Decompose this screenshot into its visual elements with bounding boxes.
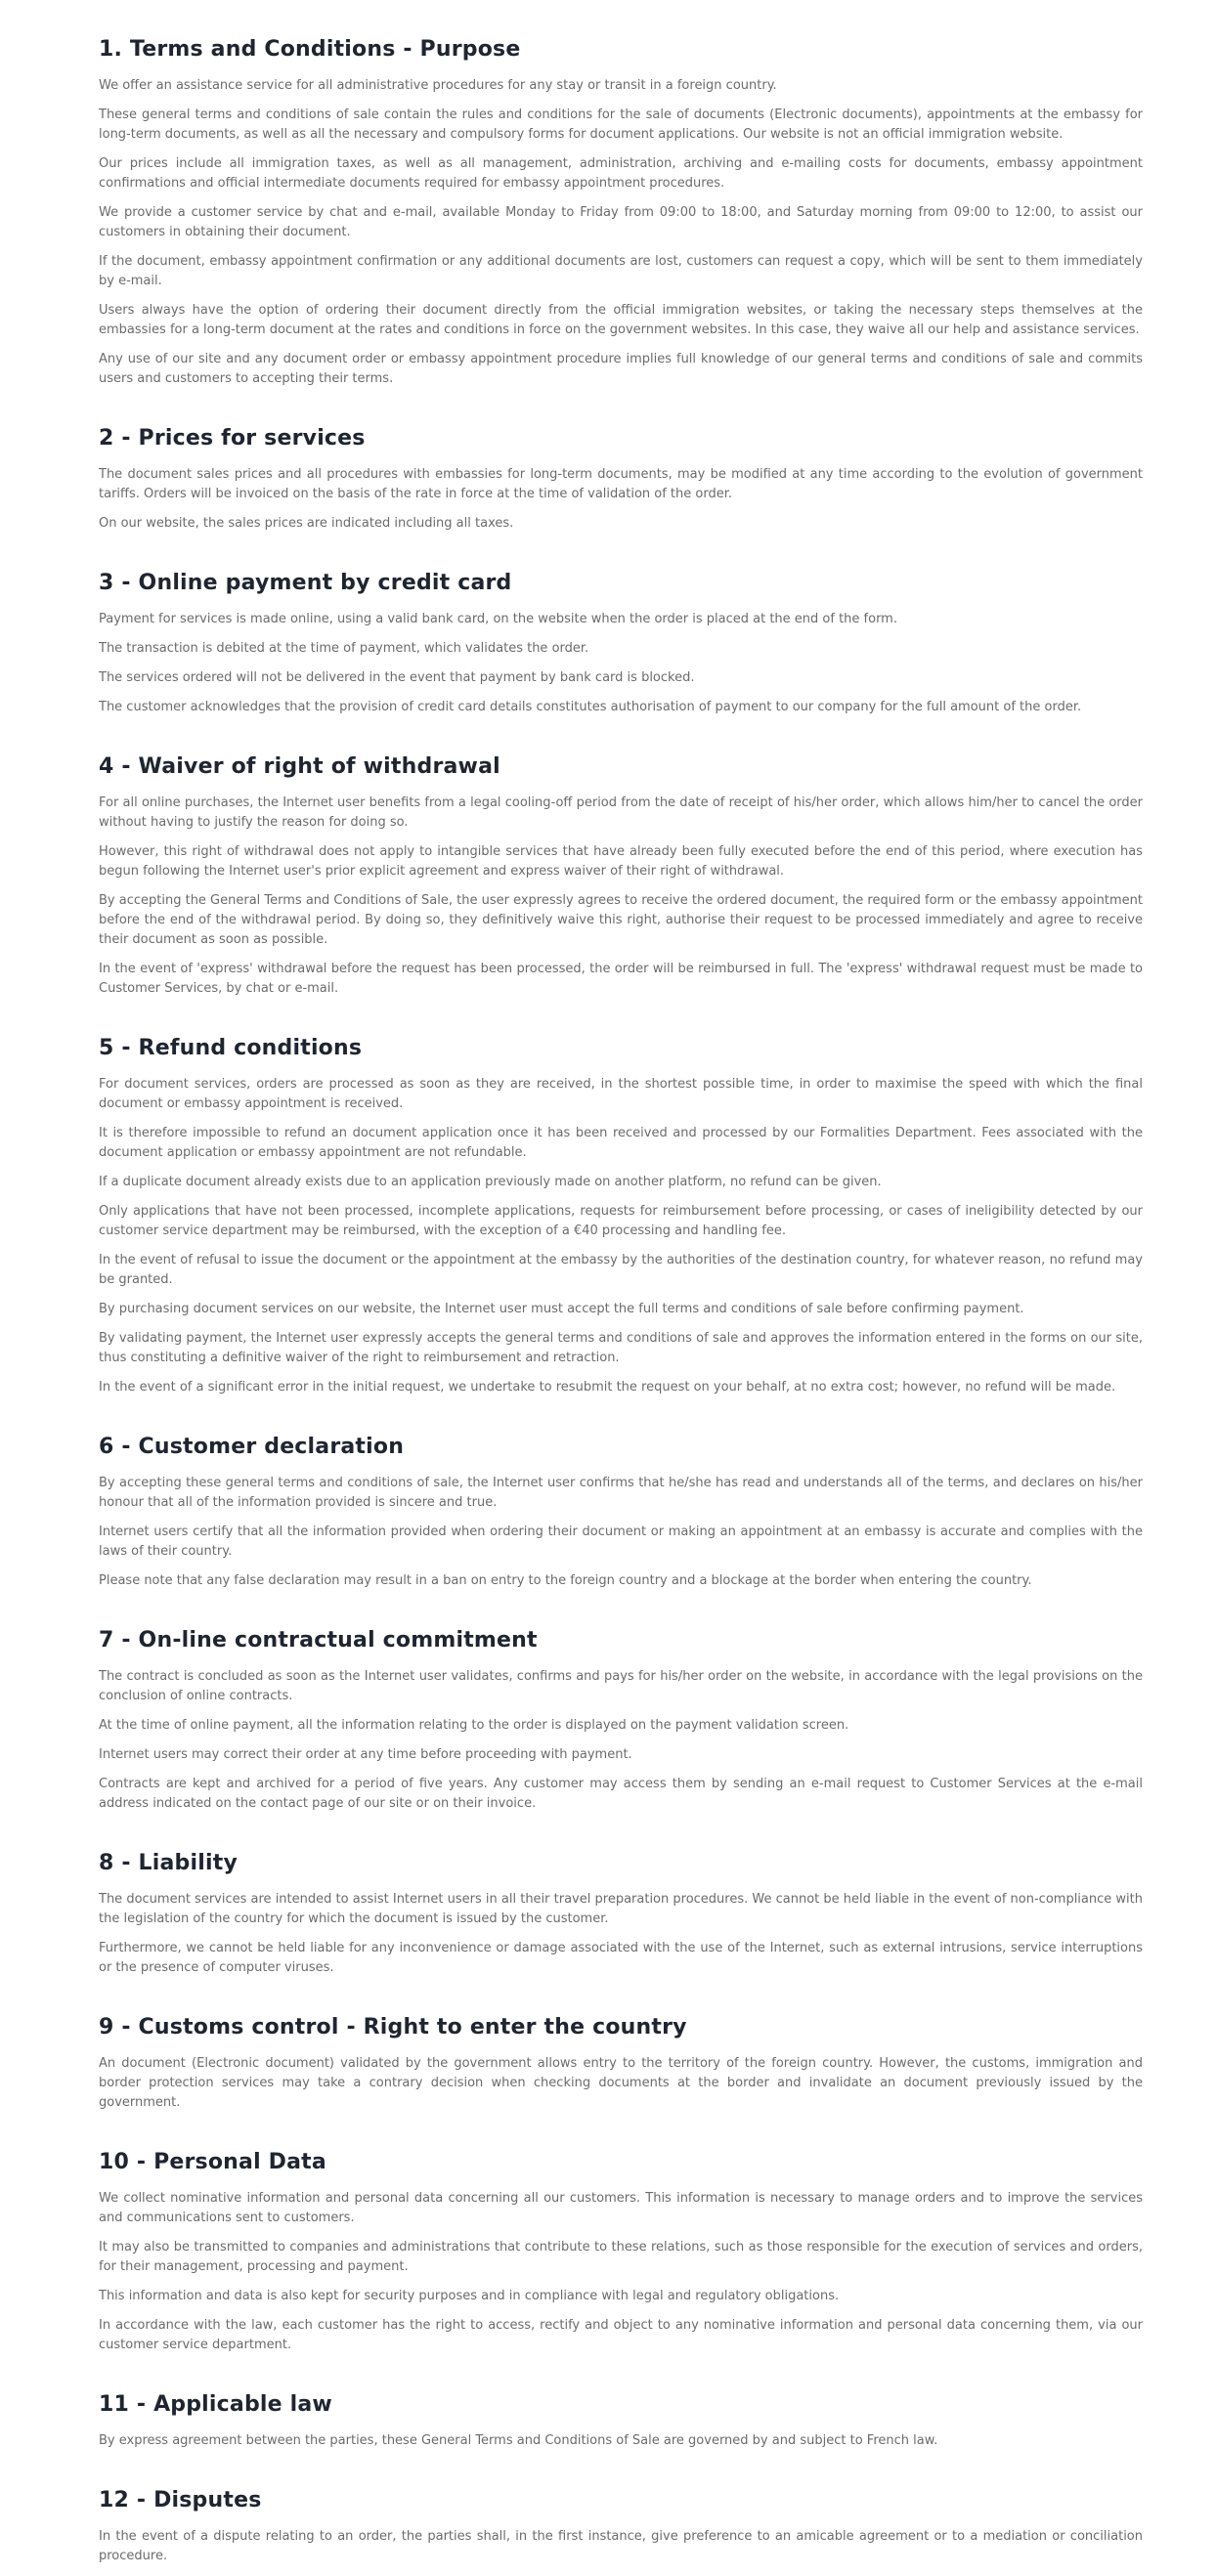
section-paragraph: In accordance with the law, each customer has the right to access, rectify and object to any nominative information and personal data concerning them, via our customer service department. [99, 2318, 1143, 2352]
section-paragraph: Please note that any false declaration may result in a ban on entry to the foreign country and a blockage at the border when entering the country. [99, 1573, 1032, 1588]
section-paragraph: However, this right of withdrawal does not apply to intangible services that have already been fully executed before the end of this period, where execution has begun following the Internet user's prior explicit agreement and express waiver of their right of withdrawal. [99, 844, 1143, 879]
section-paragraph: Contracts are kept and archived for a period of five years. Any customer may access them by sending an e-mail request to Customer Services at the e-mail address indicated on the contact page of our site or on their invoice. [99, 1777, 1143, 1811]
section-paragraph: By accepting these general terms and conditions of sale, the Internet user confirms that he/she has read and understands all of the terms, and declares on his/her honour that all of the information provided is sincere and true. [99, 1476, 1143, 1510]
section-paragraph: We collect nominative information and personal data concerning all our customers. This information is necessary to manage orders and to improve the services and communications sent to customers. [99, 2191, 1143, 2225]
section-paragraph: The services ordered will not be delivered in the event that payment by bank card is blocked. [99, 670, 695, 685]
section-paragraph: It may also be transmitted to companies and administrations that contribute to these relations, such as those responsible for the execution of services and orders, for their management, processing and payment. [99, 2240, 1143, 2274]
section-paragraph: In the event of a dispute relating to an order, the parties shall, in the first instance, give preference to an amicable agreement or to a mediation or conciliation procedure. [99, 2529, 1143, 2563]
section-paragraph: In the event of 'express' withdrawal before the request has been processed, the order will be reimbursed in full. The 'express' withdrawal request must be made to Customer Services, by chat or e-mail. [99, 962, 1143, 996]
section-paragraph: On our website, the sales prices are indicated including all taxes. [99, 516, 514, 531]
section-paragraph: By purchasing document services on our website, the Internet user must accept the full terms and conditions of sale before confirming payment. [99, 1302, 1024, 1316]
section-title: 3 - Online payment by credit card [99, 571, 512, 595]
section-paragraph: If a duplicate document already exists due to an application previously made on another platform, no refund can be given. [99, 1175, 882, 1189]
section-title: 8 - Liability [99, 1851, 238, 1875]
section-title: 11 - Applicable law [99, 2392, 332, 2417]
section-paragraph: We offer an assistance service for all administrative procedures for any stay or transit in a foreign country. [99, 78, 777, 93]
section-paragraph: Furthermore, we cannot be held liable for any inconvenience or damage associated with the use of the Internet, such as external intrusions, service interruptions or the presence of computer viruses. [99, 1941, 1143, 1975]
section-10 [99, 2148, 1143, 2355]
section-title: 4 - Waiver of right of withdrawal [99, 754, 500, 779]
section-12 [99, 2486, 1143, 2566]
section-paragraph: Internet users may correct their order at any time before proceeding with payment. [99, 1747, 632, 1762]
section-paragraph: It is therefore impossible to refund an document application once it has been received and processed by our Formalities Department. Fees associated with the document application or embassy appointment are not refundable. [99, 1126, 1143, 1160]
section-1 [99, 35, 1143, 389]
section-paragraph: Internet users certify that all the information provided when ordering their document or making an appointment at an embassy is accurate and complies with the laws of their country. [99, 1524, 1143, 1559]
section-title: 2 - Prices for services [99, 426, 366, 451]
section-title: 9 - Customs control - Right to enter the country [99, 2015, 687, 2039]
section-paragraph: The document sales prices and all procedures with embassies for long-term documents, may be modified at any time according to the evolution of government tariffs. Orders will be invoiced on the basis of the rate in force at the time of validation of the order. [99, 467, 1143, 501]
section-7 [99, 1626, 1143, 1814]
section-title: 12 - Disputes [99, 2488, 262, 2512]
section-paragraph: In the event of a significant error in the initial request, we undertake to resubmit the request on your behalf, at no extra cost; however, no refund will be made. [99, 1380, 1116, 1395]
section-4 [99, 752, 1143, 999]
section-paragraph: An document (Electronic document) validated by the government allows entry to the territory of the foreign country. However, the customs, immigration and border protection services may take a contrary decision when checking documents at the border and invalidate an document previously issued by the government. [99, 2056, 1143, 2110]
section-paragraph: The customer acknowledges that the provision of credit card details constitutes authorisation of payment to our company for the full amount of the order. [99, 700, 1082, 714]
section-paragraph: At the time of online payment, all the information relating to the order is displayed on the payment validation screen. [99, 1718, 849, 1733]
section-title: 1. Terms and Conditions - Purpose [99, 37, 521, 62]
section-paragraph: By express agreement between the parties, these General Terms and Conditions of Sale are governed by and subject to French law. [99, 2433, 938, 2448]
section-title: 5 - Refund conditions [99, 1036, 363, 1060]
section-2 [99, 424, 1143, 534]
section-paragraph: Users always have the option of ordering their document directly from the official immigration websites, or taking the necessary steps themselves at the embassies for a long-term document at the rates and conditions in force on the government websites. In this case, they waive all our help and assistance services. [99, 303, 1143, 337]
section-paragraph: Payment for services is made online, using a valid bank card, on the website when the order is placed at the end of the form. [99, 612, 897, 626]
section-paragraph: Our prices include all immigration taxes, as well as all management, administration, archiving and e-mailing costs for documents, embassy appointment confirmations and official intermediate documents required for embassy appointment procedures. [99, 156, 1143, 191]
section-paragraph: The contract is concluded as soon as the Internet user validates, confirms and pays for his/her order on the website, in accordance with the legal provisions on the conclusion of online contracts. [99, 1669, 1143, 1703]
section-5 [99, 1034, 1143, 1397]
section-paragraph: We provide a customer service by chat and e-mail, available Monday to Friday from 09:00 to 18:00, and Saturday morning from 09:00 to 12:00, to assist our customers in obtaining their document. [99, 205, 1143, 239]
section-paragraph: For all online purchases, the Internet user benefits from a legal cooling-off period from the date of receipt of his/her order, which allows him/her to cancel the order without having to justify the reason for doing so. [99, 795, 1143, 830]
section-9 [99, 2013, 1143, 2113]
section-paragraph: This information and data is also kept for security purposes and in compliance with legal and regulatory obligations. [99, 2289, 840, 2303]
section-11 [99, 2390, 1143, 2451]
section-paragraph: The document services are intended to assist Internet users in all their travel preparation procedures. We cannot be held liable in the event of non-compliance with the legislation of the country for which the document is issued by the customer. [99, 1892, 1143, 1926]
section-title: 7 - On-line contractual commitment [99, 1628, 538, 1653]
section-paragraph: By validating payment, the Internet user expressly accepts the general terms and conditions of sale and approves the information entered in the forms on our site, thus constituting a definitive waiver of the right to reimbursement and retraction. [99, 1331, 1143, 1365]
section-6 [99, 1433, 1143, 1591]
section-paragraph: By accepting the General Terms and Conditions of Sale, the user expressly agrees to receive the ordered document, the required form or the embassy appointment before the end of the withdrawal period. By doing so, they definitively waive this right, authorise their request to be processed immediately and agree to receive their document as soon as possible. [99, 893, 1143, 947]
section-paragraph: For document services, orders are processed as soon as they are received, in the shortest possible time, in order to maximise the speed with which the final document or embassy appointment is received. [99, 1077, 1143, 1111]
section-3 [99, 569, 1143, 717]
section-title: 10 - Personal Data [99, 2150, 326, 2174]
section-paragraph: If the document, embassy appointment confirmation or any additional documents are lost, customers can request a copy, which will be sent to them immediately by e-mail. [99, 254, 1143, 288]
section-paragraph: Only applications that have not been processed, incomplete applications, requests for reimbursement before processing, or cases of ineligibility detected by our customer service department may be reimbursed, with the exception of a €40 processing and handling fee. [99, 1204, 1143, 1238]
section-paragraph: In the event of refusal to issue the document or the appointment at the embassy by the authorities of the destination country, for whatever reason, no refund may be granted. [99, 1253, 1143, 1287]
section-paragraph: These general terms and conditions of sale contain the rules and conditions for the sale of documents (Electronic documents), appointments at the embassy for long-term documents, as well as all the necessary and compulsory forms for document applications. Our website is not an official immigration website. [99, 107, 1143, 142]
terms-document [99, 0, 1143, 2576]
section-title: 6 - Customer declaration [99, 1435, 405, 1459]
section-paragraph: The transaction is debited at the time of payment, which validates the order. [99, 641, 589, 656]
section-paragraph: Any use of our site and any document order or embassy appointment procedure implies full knowledge of our general terms and conditions of sale and commits users and customers to accepting their terms. [99, 352, 1143, 386]
section-8 [99, 1849, 1143, 1978]
